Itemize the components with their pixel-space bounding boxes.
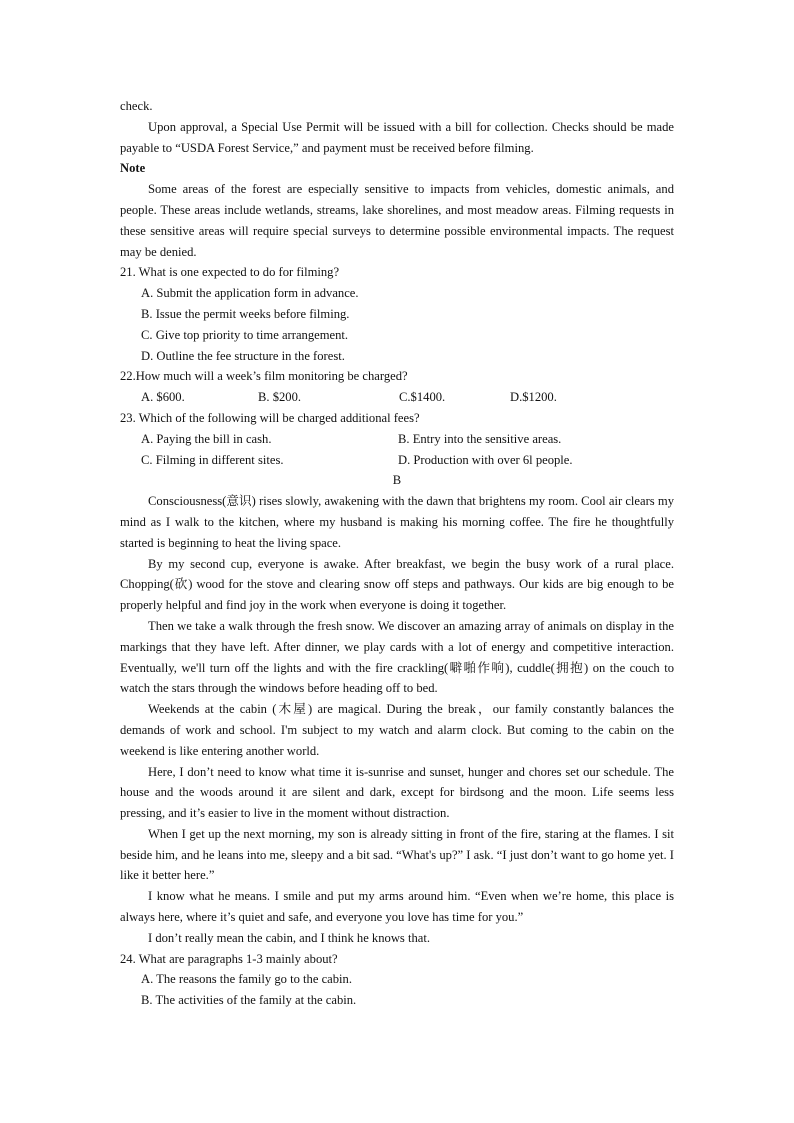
passage-b-paragraph: I know what he means. I smile and put my arms around him. “Even when we’re home, this place is always here, where it’s quiet and safe, and everyone you love has time for you.”	[120, 889, 674, 925]
option: B. $200.	[258, 390, 302, 405]
option: C. Give top priority to time arrangement.	[141, 327, 349, 342]
passage-b-paragraph: When I get up the next morning, my son is already sitting in front of the fire, staring at the flames. I sit beside him, and he leans into me, sleepy and a bit sad. “What's up?” I ask. “I just don’t want to go home yet. I like it better here.”	[120, 826, 674, 883]
option: B. Entry into the sensitive areas.	[398, 431, 562, 446]
option: A. Submit the application form in advance.	[141, 286, 359, 301]
question-21-stem: 21. What is one expected to do for filming?	[120, 265, 340, 280]
option: D. Outline the fee structure in the forest.	[141, 348, 345, 363]
passage-b-paragraph: By my second cup, everyone is awake. After breakfast, we begin the busy work of a rural place. Chopping(砍) wood for the stove and clearing snow off steps and pathways. Our kids are big enough to be properly helpful and find joy in the work when everyone is doing it together.	[120, 556, 674, 613]
question-23-options-row	[141, 429, 674, 450]
passage-a-paragraph: Upon approval, a Special Use Permit will be issued with a bill for collection. Checks should be made payable to “USDA Forest Service,” and payment must be received before filming.	[120, 119, 674, 155]
question-22-options	[141, 387, 674, 408]
passage-b-paragraph: Consciousness(意识) rises slowly, awakening with the dawn that brightens my room. Cool air clears my mind as I walk to the kitchen, where my husband is making his morning coffee. The fire he thoughtfully started is beginning to heat the living space.	[120, 494, 674, 550]
option: B. Issue the permit weeks before filming.	[141, 306, 350, 321]
passage-a-fragment: check.	[120, 99, 153, 113]
option: A. The reasons the family go to the cabin.	[141, 972, 353, 987]
question-22-stem: 22.How much will a week’s film monitoring be charged?	[120, 369, 408, 384]
passage-b-paragraph: Here, I don’t need to know what time it is-sunrise and sunset, hunger and chores set our schedule. The house and the woods around it are silent and dark, except for birdsong and the moon. Life seems less pressing, and it’s easier to live in the moment without distraction.	[120, 764, 674, 821]
passage-b-paragraph: Weekends at the cabin (木屋) are magical. During the break，our family constantly balances the demands of work and school. I'm subject to my watch and alarm clock. But coming to the cabin on the weekend is like entering another world.	[120, 702, 674, 758]
passage-b-paragraph: Then we take a walk through the fresh snow. We discover an amazing array of animals on display in the markings that they have left. After dinner, we play cards with a lot of energy and competitive interaction. Eventually, we'll turn off the lights and with the fire crackling(噼啪作响), cuddle(拥抱) on the couch to watch the stars through the windows before heading off to bed.	[120, 618, 674, 696]
passage-a-paragraph: Some areas of the forest are especially sensitive to impacts from vehicles, domestic animals, and people. These areas include wetlands, streams, lake shorelines, and most meadow areas. Filming requests in these sensitive areas will require special surveys to determine possible environmental impacts. The request may be denied.	[120, 182, 674, 259]
option: C.$1400.	[399, 390, 446, 405]
option: B. The activities of the family at the cabin.	[141, 993, 357, 1008]
option: A. Paying the bill in cash.	[141, 431, 272, 446]
passage-b-paragraph: I don’t really mean the cabin, and I think he knows that.	[148, 930, 431, 945]
question-23-stem: 23. Which of the following will be charged additional fees?	[120, 410, 420, 425]
option: D. Production with over 6l people.	[398, 452, 573, 467]
option: A. $600.	[141, 390, 185, 405]
option: D.$1200.	[510, 390, 557, 405]
note-heading: Note	[120, 161, 146, 176]
option: C. Filming in different sites.	[141, 452, 284, 467]
document-page	[120, 96, 674, 1011]
question-23-options-row	[141, 450, 674, 471]
question-24-stem: 24. What are paragraphs 1-3 mainly about?	[120, 951, 338, 966]
section-b-label: B	[392, 473, 402, 488]
